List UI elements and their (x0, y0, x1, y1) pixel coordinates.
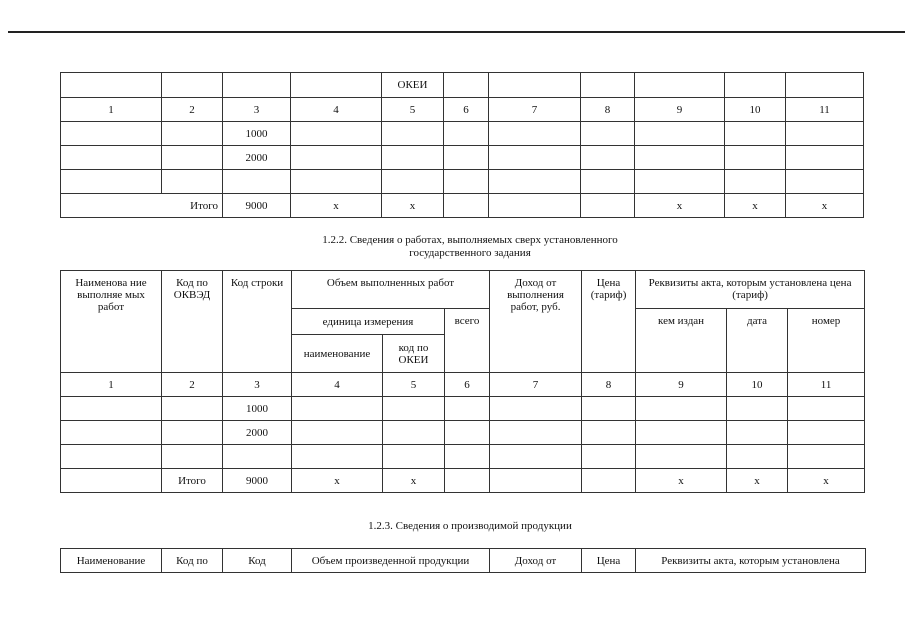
total-cell: x (786, 194, 864, 218)
column-number: 8 (581, 98, 635, 122)
table-cell[interactable] (636, 397, 727, 421)
header-price: Цена (582, 549, 636, 573)
table-cell[interactable] (61, 421, 162, 445)
header-code: Код (223, 549, 292, 573)
header-product-name: Наименование (61, 549, 162, 573)
table-cell[interactable] (727, 421, 788, 445)
column-number: 1 (61, 98, 162, 122)
column-number: 3 (223, 373, 292, 397)
row-code: 2000 (223, 146, 291, 170)
column-number: 2 (162, 98, 223, 122)
table-cell[interactable] (383, 445, 445, 469)
table-cell[interactable] (444, 170, 489, 194)
column-number: 10 (727, 373, 788, 397)
header-unit: единица измерения (292, 309, 445, 335)
table-cell[interactable] (489, 194, 581, 218)
table-cell[interactable] (489, 122, 581, 146)
table-cell[interactable] (61, 122, 162, 146)
table-cell[interactable] (162, 122, 223, 146)
table-cell[interactable] (292, 421, 383, 445)
table-row (61, 170, 864, 194)
table-cell[interactable] (581, 194, 635, 218)
total-cell: x (636, 469, 727, 493)
header-income: Доход от (490, 549, 582, 573)
column-number: 11 (788, 373, 865, 397)
table-cell[interactable] (727, 397, 788, 421)
column-numbers-row (61, 373, 865, 397)
table-row (61, 421, 865, 445)
column-number: 4 (292, 373, 383, 397)
table-row (61, 122, 864, 146)
table-cell[interactable] (383, 421, 445, 445)
table-cell[interactable] (788, 445, 865, 469)
header-number: номер (788, 309, 865, 373)
table-cell[interactable] (727, 445, 788, 469)
works-table (60, 270, 865, 493)
table-cell[interactable] (444, 146, 489, 170)
table-cell[interactable] (725, 170, 786, 194)
column-number: 4 (291, 98, 382, 122)
table-cell[interactable] (635, 146, 725, 170)
table-cell[interactable] (292, 397, 383, 421)
column-numbers-row (61, 98, 864, 122)
table-cell[interactable] (786, 122, 864, 146)
header-okved: Код по ОКВЭД (162, 271, 223, 373)
header-total: всего (445, 309, 490, 373)
table-cell[interactable] (581, 122, 635, 146)
table-cell[interactable] (636, 445, 727, 469)
table-cell[interactable] (223, 445, 292, 469)
header-date: дата (727, 309, 788, 373)
column-number: 2 (162, 373, 223, 397)
section-heading-line: государственного задания (409, 247, 531, 259)
column-number: 7 (490, 373, 582, 397)
total-row (61, 194, 864, 218)
table-cell[interactable] (444, 122, 489, 146)
header-unit-name: наименование (292, 335, 383, 373)
total-code: 9000 (223, 194, 291, 218)
total-cell: x (291, 194, 382, 218)
section-heading-1-2-3: 1.2.3. Сведения о производимой продукции (368, 520, 572, 532)
table-row (61, 146, 864, 170)
table-cell[interactable] (382, 170, 444, 194)
header-row-code: Код строки (223, 271, 292, 373)
header-work-name: Наименова ние выполняе мых работ (61, 271, 162, 373)
table-row (61, 73, 864, 98)
header-okei-code: код по ОКЕИ (383, 335, 445, 373)
header-income: Доход от выполнения работ, руб. (490, 271, 582, 373)
header-issued-by: кем издан (636, 309, 727, 373)
table-cell[interactable] (635, 170, 725, 194)
table-cell[interactable] (162, 397, 223, 421)
column-number: 6 (445, 373, 490, 397)
column-number: 8 (582, 373, 636, 397)
header-row (61, 549, 866, 573)
header-volume: Объем произведенной продукции (292, 549, 490, 573)
total-row (61, 469, 865, 493)
column-number: 3 (223, 98, 291, 122)
table-cell[interactable] (581, 146, 635, 170)
table-cell[interactable] (444, 194, 489, 218)
table-cell[interactable] (725, 122, 786, 146)
table-cell[interactable] (489, 146, 581, 170)
total-label: Итого (61, 194, 223, 218)
table-cell[interactable] (223, 170, 291, 194)
table-row (61, 397, 865, 421)
table-cell[interactable] (162, 445, 223, 469)
table-cell[interactable] (61, 146, 162, 170)
column-number: 5 (382, 98, 444, 122)
table-cell[interactable] (725, 146, 786, 170)
table-cell[interactable] (291, 170, 382, 194)
column-number: 7 (489, 98, 581, 122)
table-cell[interactable] (636, 421, 727, 445)
table-cell[interactable] (61, 469, 162, 493)
table-cell[interactable] (582, 445, 636, 469)
total-cell: x (727, 469, 788, 493)
total-cell: x (382, 194, 444, 218)
table-cell[interactable] (292, 445, 383, 469)
header-act: Реквизиты акта, которым установлена (636, 549, 866, 573)
total-cell: x (292, 469, 383, 493)
table-cell[interactable] (445, 469, 490, 493)
table-cell[interactable] (382, 146, 444, 170)
table-cell[interactable] (490, 445, 582, 469)
column-number: 11 (786, 98, 864, 122)
table-cell[interactable] (291, 122, 382, 146)
table-cell[interactable] (582, 397, 636, 421)
table-cell[interactable] (788, 397, 865, 421)
table-cell[interactable] (489, 170, 581, 194)
products-table (60, 548, 866, 573)
row-code: 1000 (223, 122, 291, 146)
table-row (61, 445, 865, 469)
total-cell: x (383, 469, 445, 493)
total-cell: x (788, 469, 865, 493)
total-label: Итого (162, 469, 223, 493)
header-act: Реквизиты акта, которым установлена цена (тариф) (636, 271, 865, 309)
table-cell[interactable] (61, 397, 162, 421)
total-cell: x (635, 194, 725, 218)
section-heading-1-2-2 (230, 234, 710, 260)
total-cell: x (725, 194, 786, 218)
header-code-by: Код по (162, 549, 223, 573)
table-cell[interactable] (383, 397, 445, 421)
header-price: Цена (тариф) (582, 271, 636, 373)
table-cell[interactable] (788, 421, 865, 445)
table-cell[interactable] (786, 146, 864, 170)
header-row (61, 271, 865, 309)
okei-header: ОКЕИ (382, 73, 444, 98)
section-heading-line: 1.2.2. Сведения о работах, выполняемых сверх установленного (322, 234, 618, 246)
table-cell[interactable] (291, 146, 382, 170)
table-cell[interactable] (582, 469, 636, 493)
table-cell[interactable] (445, 445, 490, 469)
table-cell[interactable] (382, 122, 444, 146)
table-cell[interactable] (445, 421, 490, 445)
table-cell[interactable] (582, 421, 636, 445)
table-cell[interactable] (61, 170, 162, 194)
table-cell[interactable] (490, 397, 582, 421)
table-cell[interactable] (635, 122, 725, 146)
table-cell[interactable] (61, 445, 162, 469)
table-cell[interactable] (581, 170, 635, 194)
table-cell[interactable] (786, 170, 864, 194)
column-number: 1 (61, 373, 162, 397)
total-code: 9000 (223, 469, 292, 493)
works-table-continued (60, 72, 864, 218)
row-code: 1000 (223, 397, 292, 421)
column-number: 9 (636, 373, 727, 397)
column-number: 10 (725, 98, 786, 122)
table-cell[interactable] (162, 421, 223, 445)
table-cell[interactable] (490, 421, 582, 445)
column-number: 9 (635, 98, 725, 122)
header-volume: Объем выполненных работ (292, 271, 490, 309)
row-code: 2000 (223, 421, 292, 445)
column-number: 6 (444, 98, 489, 122)
column-number: 5 (383, 373, 445, 397)
table-cell[interactable] (162, 170, 223, 194)
table-cell[interactable] (445, 397, 490, 421)
table-cell[interactable] (162, 146, 223, 170)
table-cell[interactable] (490, 469, 582, 493)
top-rule (8, 31, 905, 33)
